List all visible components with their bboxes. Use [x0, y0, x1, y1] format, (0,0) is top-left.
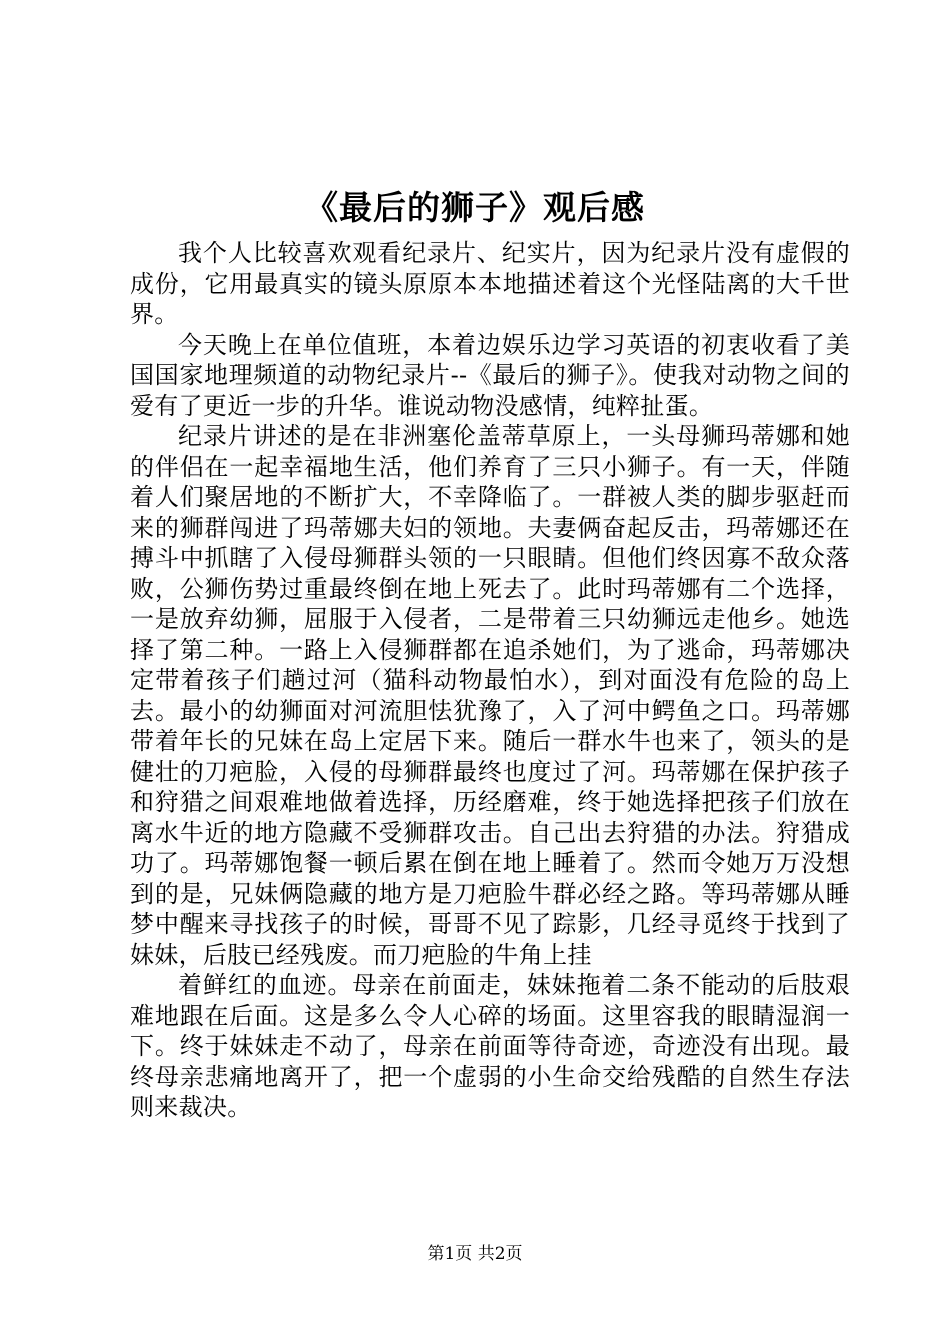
paragraph-1: 我个人比较喜欢观看纪录片、纪实片，因为纪录片没有虚假的成份，它用最真实的镜头原原本本地描述着这个光怪陆离的大千世界。: [130, 239, 850, 328]
paragraph-4: 着鲜红的血迹。母亲在前面走，妹妹拖着二条不能动的后肢艰难地跟在后面。这是多么令人心碎的场面。这里容我的眼睛湿润一下。终于妹妹走不动了，母亲在前面等待奇迹，奇迹没有出现。最终母亲悲痛地离开了，把一个虚弱的小生命交给残酷的自然生存法则来裁决。: [130, 971, 850, 1121]
page-number-footer: 第1页 共2页: [427, 1244, 523, 1264]
document-title: 《最后的狮子》观后感: [305, 188, 645, 227]
document-body: [130, 238, 850, 1123]
paragraph-3: 纪录片讲述的是在非洲塞伦盖蒂草原上，一头母狮玛蒂娜和她的伴侣在一起幸福地生活，他们养育了三只小狮子。有一天，伴随着人们聚居地的不断扩大，不幸降临了。一群被人类的脚步驱赶而来的狮群闯进了玛蒂娜夫妇的领地。夫妻俩奋起反击，玛蒂娜还在搏斗中抓瞎了入侵母狮群头领的一只眼睛。但他们终因寡不敌众落败，公狮伤势过重最终倒在地上死去了。此时玛蒂娜有二个选择，一是放弃幼狮，屈服于入侵者，二是带着三只幼狮远走他乡。她选择了第二种。一路上入侵狮群都在追杀她们，为了逃命，玛蒂娜决定带着孩子们趟过河（猫科动物最怕水），到对面没有危险的岛上去。最小的幼狮面对河流胆怯犹豫了，入了河中鳄鱼之口。玛蒂娜带着年长的兄妹在岛上定居下来。随后一群水牛也来了，领头的是健壮的刀疤脸，入侵的母狮群最终也度过了河。玛蒂娜在保护孩子和狩猎之间艰难地做着选择，历经磨难，终于她选择把孩子们放在离水牛近的地方隐藏不受狮群攻击。自己出去狩猎的办法。狩猎成功了。玛蒂娜饱餐一顿后累在倒在地上睡着了。然而令她万万没想到的是，兄妹俩隐藏的地方是刀疤脸牛群必经之路。等玛蒂娜从睡梦中醒来寻找孩子的时候，哥哥不见了踪影，几经寻觅终于找到了妹妹，后肢已经残废。而刀疤脸的牛角上挂: [130, 422, 850, 969]
paragraph-2: 今天晚上在单位值班，本着边娱乐边学习英语的初衷收看了美国国家地理频道的动物纪录片--《最后的狮子》。使我对动物之间的爱有了更近一步的升华。谁说动物没感情，纯粹扯蛋。: [130, 330, 850, 420]
